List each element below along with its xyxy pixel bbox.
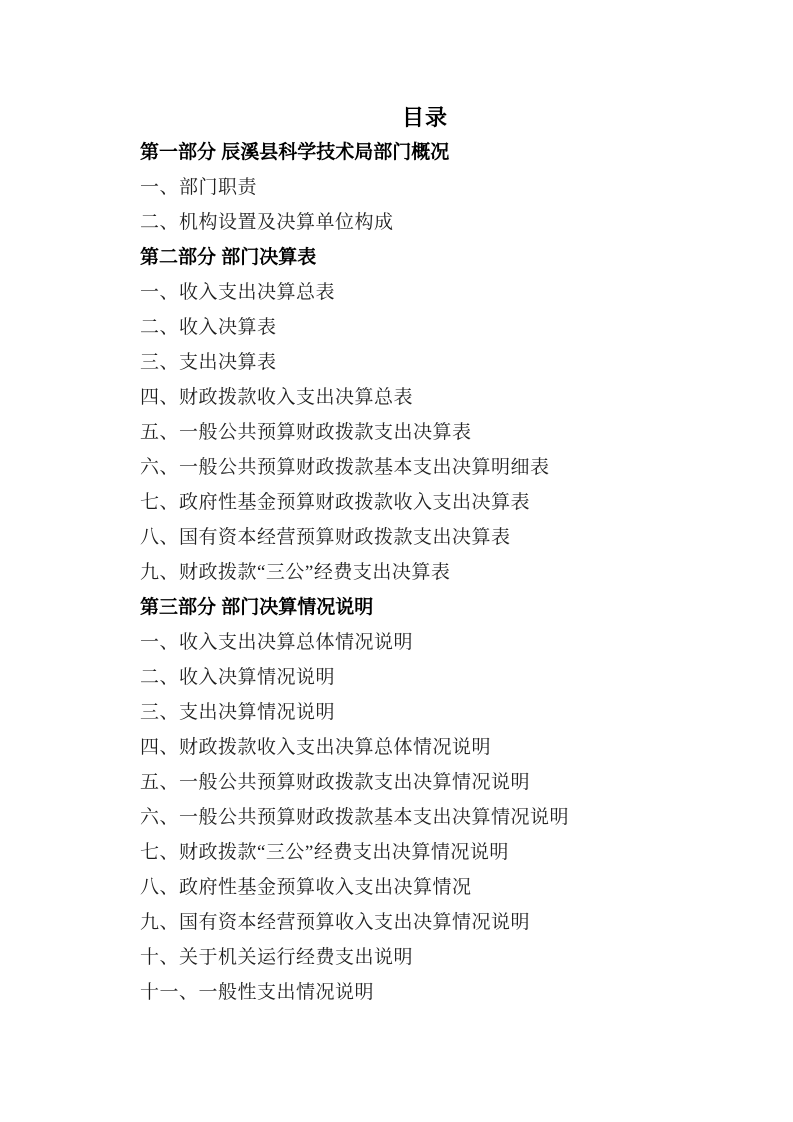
toc-item: 一、收入支出决算总表 [140,282,336,303]
toc-item: 六、一般公共预算财政拨款基本支出决算情况说明 [140,807,570,828]
toc-item: 六、一般公共预算财政拨款基本支出决算明细表 [140,457,550,478]
toc-item: 十、关于机关运行经费支出说明 [140,947,414,968]
toc-item: 十一、一般性支出情况说明 [140,982,375,1003]
section-heading-part3: 第三部分 部门决算情况说明 [140,597,374,618]
toc-item: 二、收入决算情况说明 [140,667,336,688]
toc-item: 八、政府性基金预算收入支出决算情况 [140,877,472,898]
toc-item: 三、支出决算情况说明 [140,702,336,723]
toc-item: 二、机构设置及决算单位构成 [140,212,394,233]
toc-item: 七、政府性基金预算财政拨款收入支出决算表 [140,492,531,513]
toc-item: 七、财政拨款“三公”经费支出决算情况说明 [140,842,509,863]
toc-item: 一、部门职责 [140,177,258,198]
toc-item: 五、一般公共预算财政拨款支出决算表 [140,422,472,443]
toc-item: 九、国有资本经营预算收入支出决算情况说明 [140,912,531,933]
toc-item: 四、财政拨款收入支出决算总表 [140,387,414,408]
toc-item: 九、财政拨款“三公”经费支出决算表 [140,562,451,583]
toc-item: 二、收入决算表 [140,317,277,338]
toc-item: 一、收入支出决算总体情况说明 [140,632,414,653]
toc-item: 四、财政拨款收入支出决算总体情况说明 [140,737,492,758]
section-heading-part1: 第一部分 辰溪县科学技术局部门概况 [140,142,450,163]
toc-item: 五、一般公共预算财政拨款支出决算情况说明 [140,772,531,793]
section-heading-part2: 第二部分 部门决算表 [140,247,317,268]
page-title: 目录 [401,105,448,130]
toc-item: 八、国有资本经营预算财政拨款支出决算表 [140,527,511,548]
toc-item: 三、支出决算表 [140,352,277,373]
